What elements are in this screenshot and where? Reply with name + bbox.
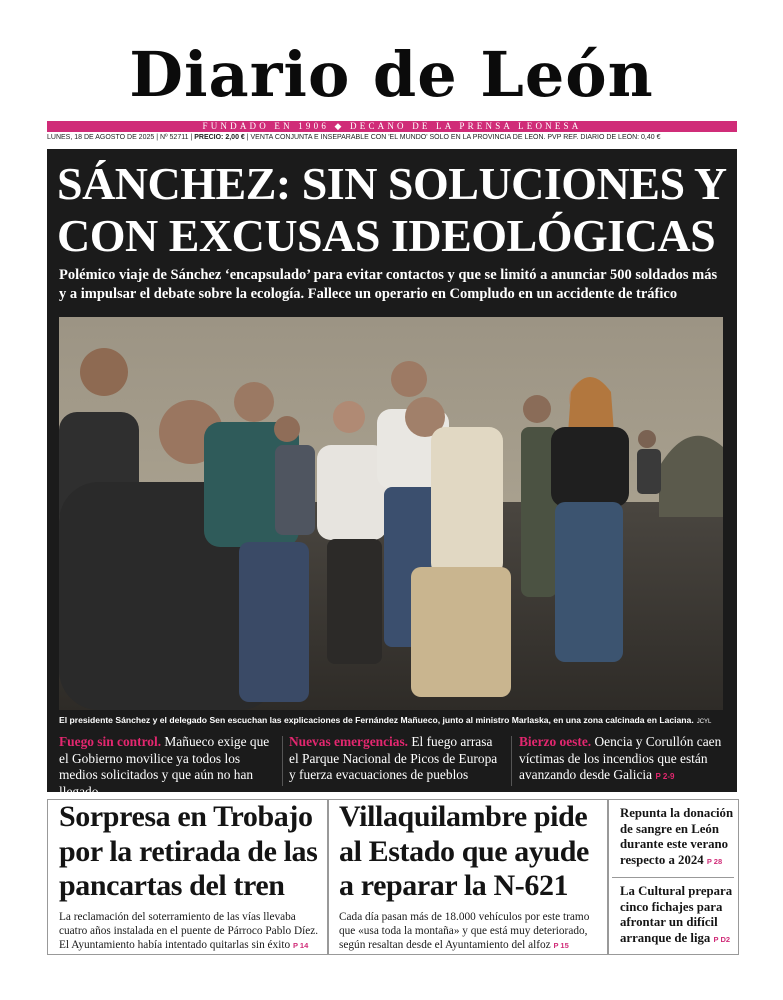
masthead-tagline: FUNDADO EN 1906 ◆ DECANO DE LA PRENSA LEONESA [202, 121, 582, 131]
briefs-divider [612, 877, 734, 878]
story-villaquilambre[interactable] [339, 800, 597, 953]
photo-caption [59, 712, 727, 728]
lead-photo-illustration [59, 317, 723, 710]
brief-text [620, 884, 740, 947]
story-body [339, 910, 597, 953]
story-trobajo[interactable] [59, 800, 321, 953]
brief-cultural[interactable] [620, 884, 740, 947]
divider [282, 736, 283, 786]
photo-caption-text: El presidente Sánchez y el delegado Sen escuchan las explicaciones de Fernández Mañueco, junto al ministro Marlaska, en una zona calcinada en Laciana. [59, 715, 694, 725]
story-page-ref: P 15 [553, 940, 569, 950]
subitem-text: El fuego arrasa el Parque Nacional de Picos de Europa y fuerza evacuaciones de pueblos [289, 734, 498, 782]
story-headline: Villaquilambre pide al Estado que ayude a reparar la N-621 [339, 800, 589, 902]
subitem-text: Oencia y Corullón caen víctimas de los incendios que están avanzando desde Galicia [519, 734, 722, 782]
issue-price: PRECIO: 2,00 € [194, 134, 245, 141]
brief-page-ref: P 28 [706, 856, 723, 866]
subitem-text: Mañueco exige que el Gobierno movilice ya todos los medios solicitados y que aún no han llegado [59, 734, 270, 799]
subitem-fuego[interactable] [59, 734, 273, 800]
masthead-title: Diario de León [129, 38, 654, 111]
brief-sangre[interactable] [620, 806, 740, 869]
lead-headline[interactable] [57, 158, 737, 262]
subitem-page-ref: P 2-9 [655, 772, 675, 781]
dateline: LUNES, 18 DE AGOSTO DE 2025 | Nº 52711 | PRECIO: 2,00 € | VENTA CONJUNTA E INSEPARABLE CON 'EL MUNDO' SÓLO EN LA PROVINCIA DE LEÓN. PVP REF. DIARIO DE LEÓN: 0,40 € [47, 134, 661, 141]
subitem-emergencias[interactable] [289, 734, 503, 784]
subitem-kicker: Fuego sin control. [59, 734, 162, 749]
masthead-tagline-bar [47, 121, 737, 132]
lead-headline-line-2: CON EXCUSAS IDEOLÓGICAS [57, 210, 716, 261]
brief-text-content: La Cultural prepara cinco fichajes para afrontar un difícil arranque de liga [620, 884, 733, 945]
brief-text-content: Repunta la donación de sangre en León durante este verano respecto a 2024 [620, 806, 734, 867]
story-body-text: Cada día pasan más de 18.000 vehículos por este tramo que «usa toda la montaña» y que está muy deteriorado, según resaltan desde el Ayuntamiento del alfoz [339, 910, 590, 951]
subitem-bierzo[interactable] [519, 734, 725, 786]
lead-subitems [59, 734, 727, 799]
photo-credit: JCYL [696, 719, 712, 725]
story-body-text: La reclamación del soterramiento de las vías llevaba cuatro años instalada en el puente de Párroco Pablo Díez. El Ayuntamiento había intentado quitarlas sin éxito [59, 910, 319, 951]
lead-photo[interactable] [59, 317, 723, 710]
brief-text [620, 806, 740, 869]
sale-note: VENTA CONJUNTA E INSEPARABLE CON 'EL MUNDO' SÓLO EN LA PROVINCIA DE LEÓN. PVP REF. DIARIO DE LEÓN: 0,40 € [250, 134, 661, 141]
subitem-kicker: Bierzo oeste. [519, 734, 592, 749]
story-page-ref: P 14 [292, 940, 309, 950]
lead-deck: Polémico viaje de Sánchez ‘encapsulado’ para evitar contactos y que se limitó a anunciar 500 soldados más y a impulsar el debate sobre la ecología. Fallece un operario en Compludo en un accidente de tráfico [59, 267, 718, 302]
subitem-kicker: Nuevas emergencias. [289, 734, 408, 749]
story-body [59, 910, 321, 953]
brief-page-ref: P D2 [713, 934, 731, 944]
issue-date: LUNES, 18 DE AGOSTO DE 2025 [47, 134, 155, 141]
issue-number: Nº 52711 [159, 134, 189, 141]
lead-headline-line-1: SÁNCHEZ: SIN SOLUCIONES Y [57, 158, 727, 209]
divider [511, 736, 512, 786]
story-headline: Sorpresa en Trobajo por la retirada de las pancartas del tren [59, 800, 318, 902]
